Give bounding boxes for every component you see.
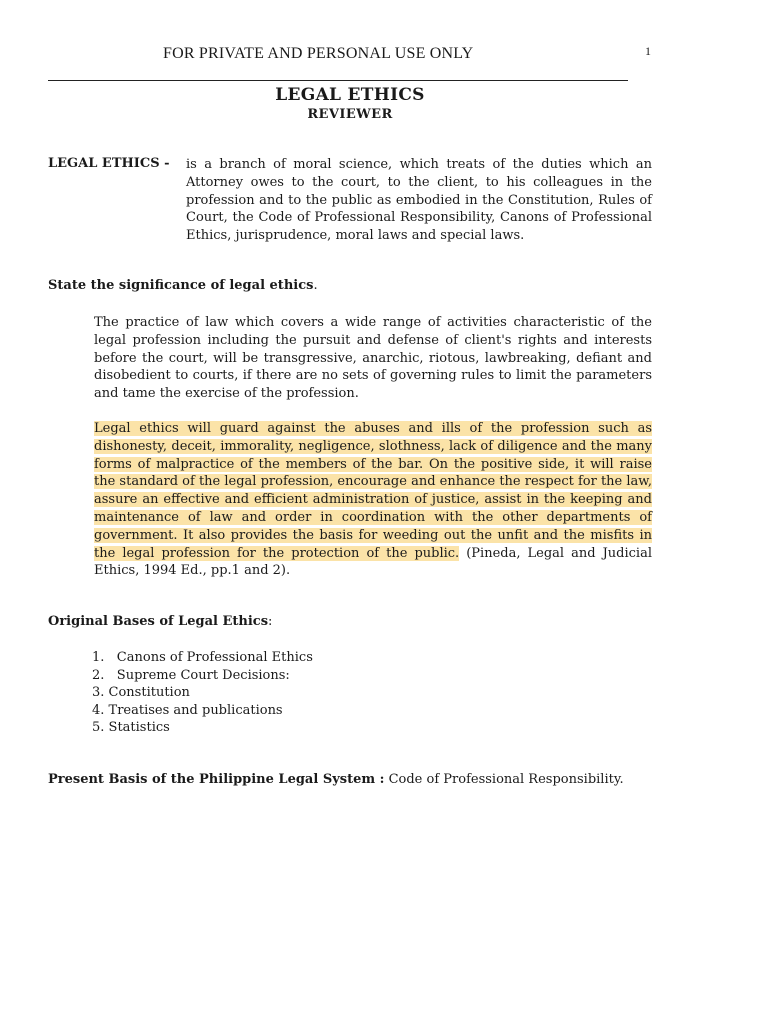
- list-item: 1. Canons of Professional Ethics: [92, 650, 313, 665]
- original-bases-heading: [48, 614, 272, 629]
- present-basis-heading: Present Basis of the Philippine Legal System :: [48, 772, 385, 787]
- significance-paragraph-2: [94, 420, 652, 580]
- definition-term: LEGAL ETHICS -: [48, 156, 170, 171]
- present-basis-line: [48, 772, 624, 787]
- original-bases-heading-text: Original Bases of Legal Ethics: [48, 614, 269, 629]
- document-title: LEGAL ETHICS: [275, 85, 425, 105]
- original-bases-list: [92, 649, 313, 737]
- significance-paragraph-1: The practice of law which covers a wide range of activities characteristic of the legal profession including the pursuit and defense of client's rights and interests before the court, will be transgressive, anarchic, riotous, lawbreaking, defiant and disobedient to courts, if there are no sets of governing rules to limit the parameters and tame the exercise of the profession.: [94, 315, 652, 402]
- significance-heading-text: State the significance of legal ethics: [48, 278, 314, 293]
- highlighted-passage: Legal ethics will guard against the abuses and ills of the profession such as dishonesty, deceit, immorality, negligence, slothness, lack of diligence and the many forms of malpractice of the members of the bar. On the positive side, it will raise the standard of the legal profession, encourage and enhance the respect for the law, assure an effective and efficient administration of justice, assist in the keeping and maintenance of law and order in coordination with the other departments of government. It also provides the basis for weeding out the unfit and the misfits in the legal profession for the protection of the public.: [94, 421, 653, 561]
- list-item: 4. Treatises and publications: [92, 702, 283, 718]
- original-bases-heading-suffix: :: [268, 614, 273, 629]
- citation-text: (Pineda, Legal and Judicial Ethics, 1994 Ed., pp.1 and 2).: [94, 545, 652, 579]
- list-item: 3. Constitution: [92, 685, 190, 701]
- definition-text: is a branch of moral science, which treats of the duties which an Attorney owes to the court, to the client, to his colleagues in the profession and to the public as embodied in the Constitution, Rules of Court, the Code of Professional Responsibility, Canons of Professional Ethics, jurisprudence, moral laws and special laws.: [186, 157, 652, 244]
- significance-heading-suffix: .: [313, 278, 318, 293]
- list-item: 5. Statistics: [92, 720, 170, 736]
- document-subtitle: REVIEWER: [307, 107, 393, 122]
- present-basis-value: Code of Professional Responsibility.: [384, 772, 624, 787]
- header-notice: FOR PRIVATE AND PERSONAL USE ONLY: [163, 45, 474, 62]
- significance-heading: [48, 278, 318, 293]
- page-number: 1: [645, 44, 651, 58]
- list-item: 2. Supreme Court Decisions:: [92, 667, 290, 683]
- header-rule: [48, 80, 628, 81]
